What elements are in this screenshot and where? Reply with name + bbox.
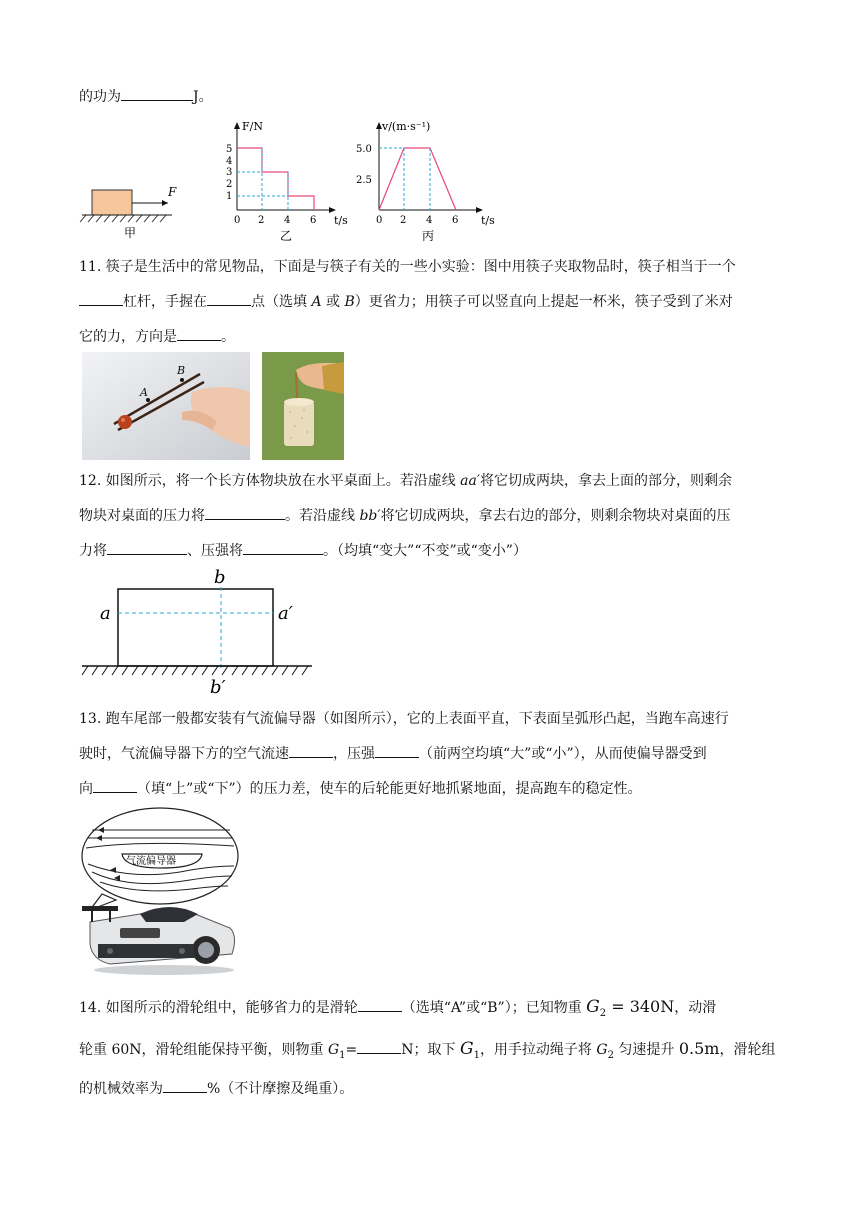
q13-line-2: 驶时，气流偏导器下方的空气流速 ，压强 （前两空均填“大”或“小”），从而使偏导器受到	[79, 746, 707, 762]
yi-x-tick: 6	[310, 215, 317, 226]
q11-line-1	[79, 258, 736, 276]
bing-y-axis-label: v/(m·s⁻¹)	[382, 120, 431, 133]
yi-x-tick: 4	[284, 215, 291, 226]
answer-blank[interactable]	[79, 293, 123, 306]
q14-line-1: 14. 如图所示的滑轮组中，能够省力的是滑轮 （选填“A”或“B”）；已知物重 $G_2 = 340N$，动滑	[79, 997, 717, 1019]
chopstick-lifting-rice-photo	[262, 352, 344, 460]
answer-blank[interactable]	[121, 88, 193, 101]
bing-x-tick: 2	[400, 215, 407, 226]
q11-line-3: 它的力，方向是 。	[79, 329, 235, 345]
label-b: b	[214, 567, 226, 588]
label-a-prime: a′	[278, 603, 293, 624]
bing-y-tick: 5.0	[356, 144, 372, 155]
answer-blank[interactable]	[107, 542, 187, 555]
answer-blank[interactable]	[93, 780, 137, 793]
yi-y-tick: 3	[226, 167, 233, 178]
yi-y-tick: 2	[226, 179, 233, 190]
figure-label-jia: 甲	[124, 226, 137, 240]
force-label: F	[168, 185, 177, 199]
yi-y-axis-label: F/N	[242, 120, 263, 133]
answer-blank[interactable]	[357, 1041, 401, 1054]
figure-yi-ft-graph	[222, 116, 352, 244]
chopsticks-photo	[82, 352, 250, 460]
answer-blank[interactable]	[205, 507, 285, 520]
q10-text: 的功为	[79, 89, 121, 105]
bing-x-axis-label: t/s	[481, 214, 495, 227]
spoiler-car-figure	[80, 804, 240, 976]
yi-y-tick: 5	[226, 144, 233, 155]
bing-x-tick: 0	[376, 215, 383, 226]
answer-blank[interactable]	[163, 1080, 207, 1093]
answer-blank[interactable]	[358, 999, 402, 1012]
yi-x-axis-label: t/s	[334, 214, 348, 227]
yi-y-tick: 4	[226, 156, 233, 167]
bing-x-tick: 4	[426, 215, 433, 226]
label-a: a	[100, 603, 111, 624]
yi-x-tick: 2	[258, 215, 265, 226]
figure-label-yi: 乙	[280, 229, 293, 243]
block-cut-figure	[80, 565, 320, 697]
q14-line-2: 轮重 60N，滑轮组能保持平衡，则物重 $G_1= N$；取下 $G_1$，用手拉动绳子将 $G_2$ 匀速提升 0.5m，滑轮组	[79, 1039, 776, 1061]
q14-line-3: 的机械效率为 %（不计摩擦及绳重）。	[79, 1081, 354, 1097]
bing-x-tick: 6	[452, 215, 459, 226]
figure-label-bing: 丙	[422, 229, 435, 243]
q13-line-1: 13. 跑车尾部一般都安装有气流偏导器（如图所示），它的上表面平直，下表面呈弧形凸起，当跑车高速行	[79, 711, 729, 727]
q12-line-2: 物块对桌面的压力将 。若沿虚线 bb′将它切成两块，拿去右边的部分，则剩余物块对桌面的压	[79, 508, 731, 524]
answer-blank[interactable]	[289, 745, 333, 758]
q11-line-2: 杠杆，手握在 点（选填 A 或 B）更省力；用筷子可以竖直向上提起一杯米，筷子受到了米对	[79, 293, 733, 311]
figure-bing-vt-graph	[354, 116, 499, 244]
photo-label-a: A	[140, 386, 148, 399]
q12-line-1: 12. 如图所示，将一个长方体物块放在水平桌面上。若沿虚线 aa′将它切成两块，拿去上面的部分，则剩余	[79, 473, 733, 489]
answer-blank[interactable]	[207, 293, 251, 306]
answer-blank[interactable]	[375, 745, 419, 758]
answer-blank[interactable]	[243, 542, 323, 555]
q12-line-3: 力将 、压强将 。（均填“变大”“不变”或“变小”）	[79, 543, 527, 559]
answer-blank[interactable]	[177, 328, 221, 341]
photo-label-b: B	[177, 364, 186, 377]
q13-line-3: 向 （填“上”或“下”）的压力差，使车的后轮能更好地抓紧地面，提高跑车的稳定性。	[79, 781, 642, 797]
figure-jia	[80, 175, 175, 240]
spoiler-label: 气流偏导器	[126, 856, 176, 867]
bing-y-tick: 2.5	[356, 175, 372, 186]
q10-text: J。	[193, 89, 213, 105]
q11-text: 11. 筷子是生活中的常见物品，下面是与筷子有关的一些小实验：图中用筷子夹取物品时，筷子相当于一个	[79, 259, 736, 275]
q10-tail-line	[79, 88, 213, 106]
label-b-prime: b′	[210, 677, 226, 698]
yi-y-tick: 1	[226, 191, 233, 202]
yi-x-tick: 0	[234, 215, 241, 226]
